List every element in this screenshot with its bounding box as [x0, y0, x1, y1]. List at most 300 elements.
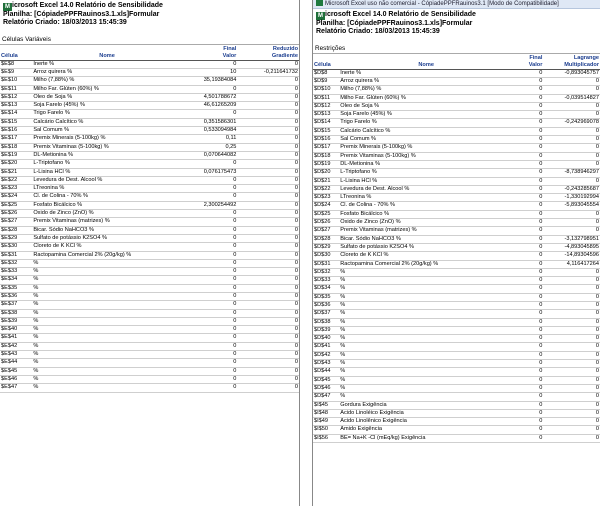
- lagrange-multiplier: -0,039514827: [543, 94, 600, 102]
- table-row: [0, 60, 299, 68]
- cell-ref: $D$38: [313, 318, 339, 326]
- variable-cells-table: [0, 45, 299, 393]
- table-row: [0, 293, 299, 301]
- cell-ref: $D$29: [313, 243, 339, 251]
- reduced-gradient: 0: [237, 118, 299, 126]
- reduced-gradient: 0: [237, 135, 299, 143]
- cell-name: Sal Comum %: [339, 136, 513, 144]
- cell-name: Fosfato Bicálcico %: [339, 210, 513, 218]
- lagrange-multiplier: 0: [543, 335, 600, 343]
- table-row: [0, 375, 299, 383]
- reduced-gradient: 0: [237, 326, 299, 334]
- cell-name: Cl. de Colina - 70% %: [32, 193, 182, 201]
- table-row: [313, 169, 600, 177]
- cell-ref: $E$16: [0, 127, 32, 135]
- reduced-gradient: 0: [237, 301, 299, 309]
- reduced-gradient: 0: [237, 284, 299, 292]
- report-header: [0, 0, 299, 27]
- report-created: Relatório Criado: 18/03/2013 15:45:39: [316, 28, 440, 35]
- final-value: 0: [513, 368, 543, 376]
- cell-ref: $E$13: [0, 102, 32, 110]
- cell-name: L-Triptofano %: [32, 160, 182, 168]
- excel-window-icon: [316, 0, 323, 6]
- table-row: [313, 94, 600, 102]
- table-row: [313, 227, 600, 235]
- final-value: 0: [513, 260, 543, 268]
- col-final-header: Final: [529, 55, 543, 61]
- reduced-gradient: 0: [237, 160, 299, 168]
- cell-ref: $D$30: [313, 252, 339, 260]
- reduced-gradient: 0: [237, 342, 299, 350]
- cell-ref: $D$33: [313, 277, 339, 285]
- final-value: 0: [513, 86, 543, 94]
- cell-ref: $E$43: [0, 351, 32, 359]
- reduced-gradient: 0: [237, 193, 299, 201]
- cell-name: %: [32, 259, 182, 267]
- table-row: [0, 351, 299, 359]
- cell-ref: $E$25: [0, 201, 32, 209]
- table-row: [0, 226, 299, 234]
- cell-name: %: [32, 334, 182, 342]
- table-row: [0, 118, 299, 126]
- table-row: [313, 194, 600, 202]
- table-row: [313, 243, 600, 251]
- cell-ref: $I$56: [313, 434, 339, 442]
- cell-ref: $E$35: [0, 284, 32, 292]
- cell-name: Calcário Calcítico %: [339, 127, 513, 135]
- lagrange-multiplier: 0: [543, 111, 600, 119]
- final-value: 0: [513, 401, 543, 409]
- cell-name: %: [32, 326, 182, 334]
- cell-name: %: [32, 309, 182, 317]
- reduced-gradient: 0: [237, 251, 299, 259]
- cell-ref: $D$19: [313, 160, 339, 168]
- table-row: [0, 85, 299, 93]
- cell-name: Trigo Farelo %: [32, 110, 182, 118]
- cell-ref: $D$44: [313, 368, 339, 376]
- table-row: [0, 201, 299, 209]
- final-value: 0: [513, 127, 543, 135]
- table-row: [313, 119, 600, 127]
- col-name-header: Nome: [339, 62, 513, 70]
- table-row: [313, 393, 600, 401]
- final-value: 0: [513, 144, 543, 152]
- lagrange-multiplier: 0: [543, 160, 600, 168]
- cell-name: %: [339, 326, 513, 334]
- cell-name: %: [32, 375, 182, 383]
- cell-ref: $D$43: [313, 360, 339, 368]
- reduced-gradient: 0: [237, 384, 299, 392]
- cell-ref: $E$18: [0, 143, 32, 151]
- reduced-gradient: 0: [237, 334, 299, 342]
- final-value: 0: [513, 227, 543, 235]
- table-row: [0, 168, 299, 176]
- cell-name: %: [339, 393, 513, 401]
- cell-name: Milho Far. Glúten (60%) %: [339, 94, 513, 102]
- cell-ref: $E$45: [0, 367, 32, 375]
- cell-ref: $E$41: [0, 334, 32, 342]
- cell-ref: $D$35: [313, 293, 339, 301]
- table-row: [0, 284, 299, 292]
- cell-name: Premix Vitaminas (matrizes) %: [32, 218, 182, 226]
- reduced-gradient: 0: [237, 243, 299, 251]
- cell-name: Gordura Exigência: [339, 401, 513, 409]
- final-value: 10: [182, 68, 238, 76]
- cell-ref: $E$44: [0, 359, 32, 367]
- final-value: 0: [513, 185, 543, 193]
- table-row: [313, 136, 600, 144]
- final-value: 0: [182, 367, 238, 375]
- lagrange-multiplier: 0: [543, 409, 600, 417]
- cell-name: %: [32, 293, 182, 301]
- lagrange-multiplier: 0: [543, 86, 600, 94]
- lagrange-multiplier: -3,132798951: [543, 235, 600, 243]
- final-value: 0: [513, 376, 543, 384]
- cell-name: %: [32, 351, 182, 359]
- final-value: 0: [182, 301, 238, 309]
- cell-ref: $E$10: [0, 77, 32, 85]
- lagrange-multiplier: 0: [543, 219, 600, 227]
- cell-name: DL-Metionina %: [339, 160, 513, 168]
- final-value: 0: [513, 235, 543, 243]
- lagrange-multiplier: 0: [543, 343, 600, 351]
- final-value: 2,300254492: [182, 201, 238, 209]
- final-value: 0: [182, 326, 238, 334]
- lagrange-multiplier: -4,893045895: [543, 243, 600, 251]
- cell-name: %: [32, 284, 182, 292]
- final-value: 0,533094984: [182, 127, 238, 135]
- final-value: 0: [182, 342, 238, 350]
- cell-ref: $D$11: [313, 94, 339, 102]
- lagrange-multiplier: 0: [543, 268, 600, 276]
- cell-ref: $D$17: [313, 144, 339, 152]
- table-row: [313, 127, 600, 135]
- final-value: 0: [513, 160, 543, 168]
- lagrange-multiplier: 0: [543, 102, 600, 110]
- final-value: 0: [513, 177, 543, 185]
- cell-name: Arroz quirera %: [32, 68, 182, 76]
- lagrange-multiplier: -0,242969078: [543, 119, 600, 127]
- cell-name: L-Lisina HCl %: [339, 177, 513, 185]
- final-value: 0,25: [182, 143, 238, 151]
- cell-ref: $D$46: [313, 384, 339, 392]
- final-value: 0: [182, 160, 238, 168]
- cell-name: %: [32, 342, 182, 350]
- cell-ref: $D$20: [313, 169, 339, 177]
- cell-ref: $E$27: [0, 218, 32, 226]
- reduced-gradient: 0: [237, 309, 299, 317]
- cell-ref: $E$19: [0, 151, 32, 159]
- cell-ref: $E$23: [0, 185, 32, 193]
- col-cell-header: Célula: [313, 62, 339, 70]
- table-row: [313, 235, 600, 243]
- reduced-gradient: 0: [237, 359, 299, 367]
- cell-ref: $E$29: [0, 234, 32, 242]
- cell-name: Soja Farelo (45%) %: [339, 111, 513, 119]
- final-value: 0: [513, 69, 543, 77]
- cell-ref: $E$21: [0, 168, 32, 176]
- reduced-gradient: 0: [237, 110, 299, 118]
- cell-ref: $D$45: [313, 376, 339, 384]
- cell-name: %: [32, 317, 182, 325]
- cell-ref: $D$24: [313, 202, 339, 210]
- final-value: 0: [182, 226, 238, 234]
- lagrange-multiplier: 0: [543, 376, 600, 384]
- final-value: 0: [182, 284, 238, 292]
- cell-ref: $E$33: [0, 268, 32, 276]
- table-row: [313, 268, 600, 276]
- final-value: 0: [513, 393, 543, 401]
- final-value: 0: [513, 326, 543, 334]
- reduced-gradient: 0: [237, 317, 299, 325]
- table-row: [0, 251, 299, 259]
- table-row: [313, 210, 600, 218]
- table-row: [0, 110, 299, 118]
- table-row: [313, 384, 600, 392]
- reduced-gradient: 0: [237, 143, 299, 151]
- lagrange-multiplier: 0: [543, 227, 600, 235]
- report-title: M icrosoft Excel 14.0 Relatório de Sensibilidade: [318, 11, 476, 19]
- cell-ref: $E$37: [0, 301, 32, 309]
- cell-name: Óxido de Zinco (ZnO) %: [32, 210, 182, 218]
- cell-name: Cloreto de K KCl %: [339, 252, 513, 260]
- table-row: [0, 384, 299, 392]
- cell-name: Premix Vitaminas (matrizes) %: [339, 227, 513, 235]
- final-value: 0: [182, 259, 238, 267]
- cell-name: %: [32, 268, 182, 276]
- cell-ref: $D$40: [313, 335, 339, 343]
- final-value: 0: [513, 351, 543, 359]
- reduced-gradient: 0: [237, 234, 299, 242]
- final-value: 0: [182, 351, 238, 359]
- table-row: [0, 77, 299, 85]
- final-value: 0: [182, 359, 238, 367]
- final-value: 0: [182, 185, 238, 193]
- table-row: [0, 193, 299, 201]
- table-row: [313, 152, 600, 160]
- reduced-gradient: 0: [237, 367, 299, 375]
- lagrange-multiplier: 0: [543, 310, 600, 318]
- final-value: 0: [513, 252, 543, 260]
- table-row: [0, 127, 299, 135]
- table-row: [0, 143, 299, 151]
- cell-name: Premix Vitaminas (5-100kg) %: [32, 143, 182, 151]
- table-row: [0, 342, 299, 350]
- cell-ref: $I$50: [313, 426, 339, 434]
- final-value: 0: [182, 85, 238, 93]
- cell-ref: $E$40: [0, 326, 32, 334]
- cell-ref: $E$39: [0, 317, 32, 325]
- table-row: [313, 260, 600, 268]
- cell-ref: $D$9: [313, 77, 339, 85]
- cell-ref: $E$14: [0, 110, 32, 118]
- lagrange-multiplier: -1,330192994: [543, 194, 600, 202]
- lagrange-multiplier: 0: [543, 318, 600, 326]
- excel-icon: M: [5, 4, 10, 10]
- cell-name: Soja Farelo (45%) %: [32, 102, 182, 110]
- cell-ref: $D$42: [313, 351, 339, 359]
- reduced-gradient: 0: [237, 226, 299, 234]
- cell-ref: $D$31: [313, 260, 339, 268]
- report-sheet: Planilha: [CópiadePPFRauinos3.1.xls]Formular: [3, 11, 160, 18]
- lagrange-multiplier: 0: [543, 401, 600, 409]
- variable-cells-rows: [0, 60, 299, 392]
- final-value: 0: [513, 210, 543, 218]
- window-titlebar: Microsoft Excel uso não comercial - CópiadePPFRauinos3.1 [Modo de Compatibilidade]: [313, 0, 600, 9]
- final-value: 4,501788672: [182, 93, 238, 101]
- table-row: [313, 418, 600, 426]
- lagrange-multiplier: -0,243285687: [543, 185, 600, 193]
- table-row: [0, 243, 299, 251]
- table-row: [0, 301, 299, 309]
- cell-ref: $D$10: [313, 86, 339, 94]
- cell-name: %: [339, 310, 513, 318]
- cell-ref: $E$20: [0, 160, 32, 168]
- cell-name: Levedura de Dest. Álcool %: [339, 185, 513, 193]
- table-row: [313, 111, 600, 119]
- table-row: [313, 219, 600, 227]
- cell-ref: $D$23: [313, 194, 339, 202]
- cell-ref: $D$32: [313, 268, 339, 276]
- lagrange-multiplier: 0: [543, 144, 600, 152]
- table-row: [313, 343, 600, 351]
- cell-name: Sal Comum %: [32, 127, 182, 135]
- final-value: 0: [513, 268, 543, 276]
- cell-ref: $E$28: [0, 226, 32, 234]
- lagrange-multiplier: -0,893045757: [543, 69, 600, 77]
- cell-name: %: [339, 368, 513, 376]
- final-value: 0: [182, 243, 238, 251]
- table-row: [0, 151, 299, 159]
- col-value-header: Valor: [182, 53, 238, 61]
- cell-name: DL-Metionina %: [32, 151, 182, 159]
- cell-name: %: [339, 302, 513, 310]
- cell-name: Levedura de Dest. Álcool %: [32, 176, 182, 184]
- table-row: [313, 401, 600, 409]
- final-value: 35,19384084: [182, 77, 238, 85]
- cell-ref: $E$38: [0, 309, 32, 317]
- final-value: 0: [182, 375, 238, 383]
- cell-name: Óxido de Zinco (ZnO) %: [339, 219, 513, 227]
- cell-name: %: [339, 318, 513, 326]
- cell-ref: $E$9: [0, 68, 32, 76]
- cell-ref: $D$36: [313, 302, 339, 310]
- cell-name: Ractopamina Comercial 2% (20g/kg) %: [339, 260, 513, 268]
- cell-ref: $D$15: [313, 127, 339, 135]
- cell-name: Ácido Linolênico Exigência: [339, 418, 513, 426]
- cell-ref: $E$11: [0, 85, 32, 93]
- cell-name: Sulfato de potássio K2SO4 %: [32, 234, 182, 242]
- cell-ref: $E$17: [0, 135, 32, 143]
- lagrange-multiplier: 0: [543, 285, 600, 293]
- reduced-gradient: 0: [237, 168, 299, 176]
- lagrange-multiplier: 0: [543, 384, 600, 392]
- report-sheet: Planilha: [CópiadePPFRauinos3.1.xls]Formular: [316, 20, 473, 27]
- final-value: 0: [182, 210, 238, 218]
- cell-name: Inerte %: [32, 60, 182, 68]
- col-final-header: Final: [223, 46, 237, 52]
- table-row: [0, 68, 299, 76]
- cell-ref: $D$39: [313, 326, 339, 334]
- table-row: [313, 86, 600, 94]
- lagrange-multiplier: 0: [543, 293, 600, 301]
- final-value: 0: [513, 152, 543, 160]
- reduced-gradient: 0: [237, 375, 299, 383]
- cell-ref: $I$48: [313, 409, 339, 417]
- reduced-gradient: 0: [237, 127, 299, 135]
- col-name-header: Nome: [32, 53, 182, 61]
- cell-name: L-Triptofano %: [339, 169, 513, 177]
- final-value: 0: [513, 343, 543, 351]
- final-value: 0,351586301: [182, 118, 238, 126]
- final-value: 0,070644082: [182, 151, 238, 159]
- final-value: 0: [513, 285, 543, 293]
- lagrange-multiplier: 0: [543, 426, 600, 434]
- constraints-table: [313, 54, 600, 443]
- final-value: 0: [182, 268, 238, 276]
- constraints-rows: [313, 69, 600, 442]
- final-value: 0,11: [182, 135, 238, 143]
- table-row: [313, 318, 600, 326]
- reduced-gradient: 0: [237, 77, 299, 85]
- final-value: 0: [513, 293, 543, 301]
- cell-ref: $D$16: [313, 136, 339, 144]
- cell-ref: $D$18: [313, 152, 339, 160]
- cell-name: Premix Minerais (5-100kg) %: [339, 144, 513, 152]
- cell-name: %: [339, 335, 513, 343]
- table-row: [313, 69, 600, 77]
- table-row: [313, 302, 600, 310]
- col-multiplier-header: Multiplicador: [543, 62, 600, 70]
- final-value: 0: [513, 219, 543, 227]
- cell-name: %: [339, 268, 513, 276]
- final-value: 0: [182, 276, 238, 284]
- cell-name: LTreonina %: [32, 185, 182, 193]
- reduced-gradient: 0: [237, 93, 299, 101]
- cell-name: Cl. de Colina - 70% %: [339, 202, 513, 210]
- final-value: 0: [513, 384, 543, 392]
- excel-icon: M: [318, 13, 323, 19]
- table-row: [0, 102, 299, 110]
- final-value: 0: [513, 418, 543, 426]
- final-value: 0: [513, 111, 543, 119]
- cell-ref: $E$24: [0, 193, 32, 201]
- cell-ref: $E$32: [0, 259, 32, 267]
- cell-ref: $E$47: [0, 384, 32, 392]
- col-value-header: Valor: [513, 62, 543, 70]
- table-row: [313, 409, 600, 417]
- cell-name: %: [339, 285, 513, 293]
- report-header: [313, 9, 600, 36]
- lagrange-multiplier: 0: [543, 326, 600, 334]
- final-value: 0: [513, 409, 543, 417]
- final-value: 0: [182, 384, 238, 392]
- col-reduced-header: Reduzido: [272, 46, 298, 52]
- cell-ref: $D$34: [313, 285, 339, 293]
- lagrange-multiplier: -14,89304596: [543, 252, 600, 260]
- final-value: 0: [182, 218, 238, 226]
- table-row: [313, 326, 600, 334]
- cell-name: %: [339, 376, 513, 384]
- final-value: 0: [182, 334, 238, 342]
- reduced-gradient: 0: [237, 293, 299, 301]
- table-row: [313, 177, 600, 185]
- final-value: 0: [513, 426, 543, 434]
- section-title: Restrições: [313, 45, 600, 54]
- cell-ref: $D$13: [313, 111, 339, 119]
- col-lagrange-header: Lagrange: [573, 55, 599, 61]
- report-created: Relatório Criado: 18/03/2013 15:45:39: [3, 19, 127, 26]
